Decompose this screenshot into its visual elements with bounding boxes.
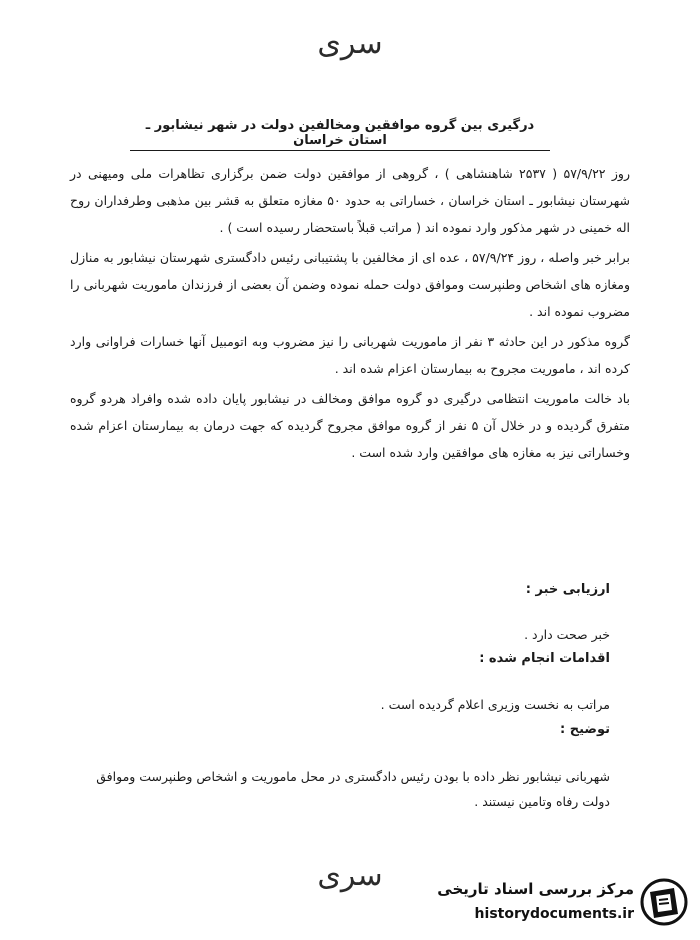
actions-text: مراتب به نخست وزیری اعلام گردیده است . — [380, 697, 610, 712]
document-title: درگیری بین گروه موافقین ومخالفین دولت در شهر نیشابور ـ استان خراسان — [130, 118, 550, 151]
archive-name: مرکز بررسی اسناد تاریخی — [437, 880, 634, 898]
paragraph: برابر خبر واصله ، روز ۵۷/۹/۲۴ ، عده ای از مخالفین با پشتیبانی رئیس دادگستری شهرستان نیشابور به منازل ومغازه های اشخاص وطنپرست وموافق دولت حمله نموده وضمن آن بعضی از فرزندان ماموریت شهربانی را مضروب نموده اند . — [70, 250, 630, 319]
actions-heading: اقدامات انجام شده : — [479, 651, 610, 666]
classification-stamp-top: سری — [317, 26, 383, 61]
evaluation-heading: ارزیابی خبر : — [525, 582, 610, 597]
explanation-heading: توضیح : — [560, 722, 610, 737]
explanation-text: شهربانی نیشابور نظر داده با بودن رئیس دادگستری در محل ماموریت و اشخاص وطنپرست وموافق دولت رفاه وتامین نیستند . — [96, 769, 610, 809]
paragraph: گروه مذکور در این حادثه ۳ نفر از ماموریت شهربانی را نیز مضروب وبه اتومبیل آنها خسارات فراوانی وارد کرده اند ، ماموریت مجروح به بیمارستان اعزام شده اند . — [70, 334, 630, 376]
paragraph: روز ۵۷/۹/۲۲ ( ۲۵۳۷ شاهنشاهی ) ، گروهی از موافقین دولت ضمن برگزاری تظاهرات ملی ومیهنی در شهرستان نیشابور ـ استان خراسان ، خساراتی به حدود ۵۰ مغازه متعلق به قشر بین مذهبی وطرفداران روح اله خمینی در شهر مذکور وارد نموده اند ( مراتب قبلاً باستحضار رسیده است ) . — [70, 166, 630, 235]
archive-logo-icon — [640, 878, 688, 926]
document-body — [70, 160, 630, 469]
classification-stamp-bottom: سری — [317, 858, 383, 893]
archive-url: historydocuments.ir — [474, 906, 634, 922]
archive-watermark — [412, 876, 692, 932]
evaluation-text: خبر صحت دارد . — [524, 627, 610, 642]
paragraph: باد خالت ماموریت انتظامی درگیری دو گروه موافق ومخالف در نیشابور پایان داده شده وافراد هردو گروه متفرق گردیده و در خلال آن ۵ نفر از گروه موافق مجروح گردیده که جهت درمان به بیمارستان اعزام شده وخساراتی نیز به مغازه های موافقین وارد شده است . — [70, 391, 631, 460]
